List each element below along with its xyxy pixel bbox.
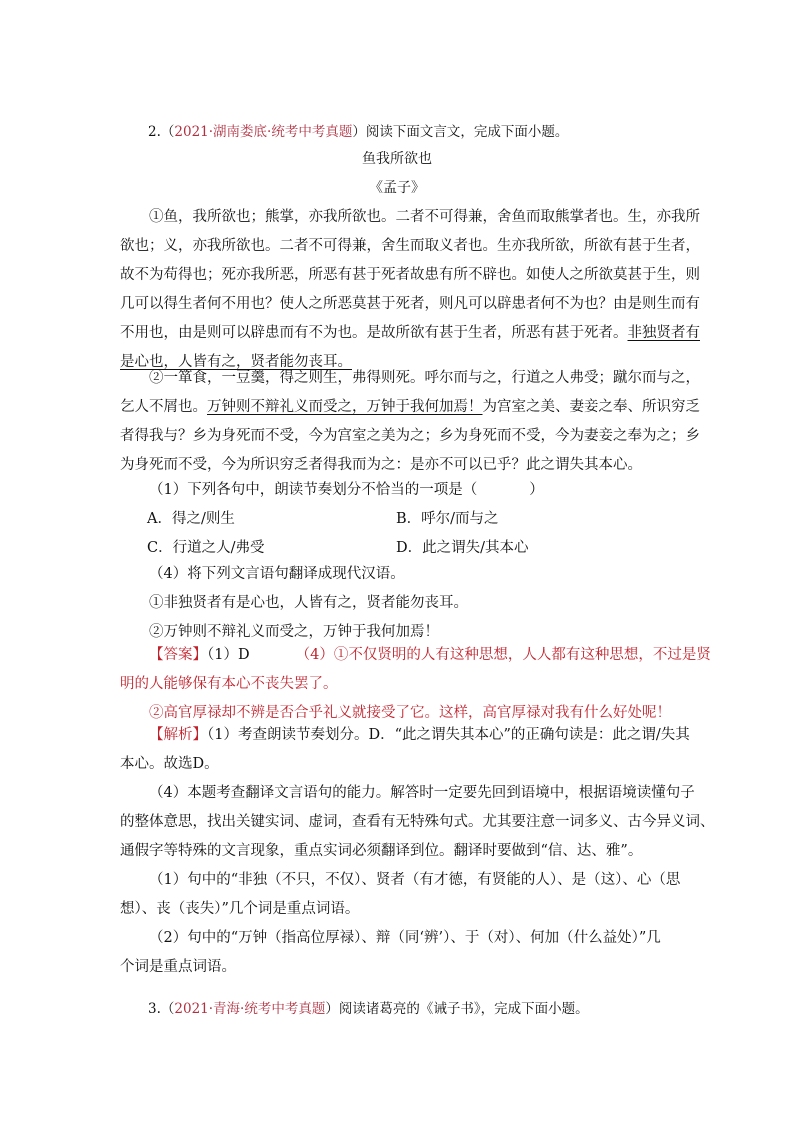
passage-author: 《孟子》 (369, 180, 425, 196)
question-instruction: ）阅读诸葛亮的《诫子书》，完成下面小题。 (325, 1001, 589, 1017)
sub-question-4 (120, 560, 680, 647)
answer-tag: 【答案】 (149, 647, 207, 663)
question-number: 2.（ (148, 124, 175, 140)
analysis-tag: 【解析】 (149, 727, 207, 743)
question-3-header (148, 1000, 589, 1018)
sub-question-stem (120, 476, 680, 505)
question-source: 2021·湖南娄底·统考中考真题 (174, 124, 353, 140)
option-c: C．行道之人/弗受 (147, 540, 265, 556)
analysis-line (120, 721, 690, 750)
underlined-text: 非独贤者有 (627, 325, 700, 341)
paragraph-line: 故不为苟得也；死亦我所恶，所恶有甚于死者故患有所不辟也。如使人之所欲莫甚于生，则 (120, 267, 700, 283)
question-2-header (148, 123, 568, 141)
passage-paragraph-2 (120, 364, 700, 480)
question-source: 2021·青海·统考中考真题 (174, 1001, 326, 1017)
question-instruction: ）阅读下面文言文，完成下面小题。 (352, 124, 569, 140)
answer-line: 明的人能够保有本心不丧失罢了。 (120, 676, 338, 692)
option-a: A．得之/则生 (147, 511, 235, 527)
text-run: 不用也，由是则可以辟患而有不为也。是故所欲有甚于生者，所恶有甚于死者。 (120, 325, 628, 341)
analysis-line: 通假字等特殊的文言现象，重点实词必须翻译到位。翻译时要做到“信、达、雅”。 (120, 843, 643, 859)
paragraph-line (120, 319, 700, 348)
analysis-line: （4）本题考查翻译文言语句的能力。解答时一定要先回到语境中，根据语境读懂句子 (149, 785, 695, 801)
paragraph-line: ①鱼，我所欲也；熊掌，亦我所欲也。二者不可得兼，舍鱼而取熊掌者也。生，亦我所 (149, 209, 700, 225)
text-run: （1）考查朗读节奏划分。D．“此之谓失其本心”的正确句读是：此之谓/失其 (207, 727, 690, 743)
stem-text: ） (529, 482, 544, 498)
analysis-line: 个词是重点词语。 (120, 959, 236, 975)
paragraph-line: ②一箪食，一豆羹，得之则生，弗得则死。呼尔而与之，行道之人弗受；蹴尔而与之， (149, 370, 700, 386)
analysis-section (120, 721, 715, 982)
text-run: 为宫室之美、妻妾之奉、所识穷乏 (482, 399, 700, 415)
paragraph-line: 欲也；义，亦我所欲也。二者不可得兼，舍生而取义者也。生亦我所欲，所欲有甚于生者， (120, 238, 700, 254)
options-row (120, 534, 680, 563)
paragraph-line: 为身死而不受，今为所识穷乏者得我而为之：是亦不可以已乎？此之谓失其本心。 (120, 457, 642, 473)
option-d: D．此之谓失/其本心 (396, 540, 529, 556)
analysis-line: 想）、丧（丧失）”几个词是重点词语。 (120, 901, 360, 917)
answer-section (120, 641, 711, 728)
text-run: 乞人不屑也。 (120, 399, 207, 415)
answer-line: ②高官厚禄却不辨是否合乎礼义就接受了它。这样，高官厚禄对我有什么好处呢！ (149, 705, 671, 721)
analysis-line: （2）句中的“万钟（指高位厚禄）、辩（同‘辨’）、于（对）、何加（什么益处）”几 (149, 930, 661, 946)
answer-4: （4）①不仅贤明的人有这种思想，人人都有这种思想，不过是贤 (295, 647, 711, 663)
answer-1: （1）D (207, 647, 250, 663)
question-number: 3.（ (148, 1001, 175, 1017)
underlined-text: 是心也，人皆有之，贤者能勿丧耳。 (120, 354, 352, 370)
passage-title: 鱼我所欲也 (362, 151, 432, 167)
option-b: B．呼尔/而与之 (396, 511, 499, 527)
analysis-line: 的整体意思，找出关键实词、虚词，查看有无特殊句式。尤其要注意一词多义、古今异义词、 (120, 814, 715, 830)
sub-question-stem: （4）将下列文言语句翻译成现代汉语。 (149, 566, 405, 582)
options-row (120, 505, 680, 534)
passage-paragraph-1 (120, 203, 700, 377)
answer-line (120, 641, 711, 670)
translation-item: ②万钟则不辩礼义而受之，万钟于我何加焉！ (149, 624, 439, 640)
paragraph-line (120, 393, 700, 422)
analysis-line: 本心。故选D。 (120, 756, 219, 772)
translation-item: ①非独贤者有是心也，人皆有之，贤者能勿丧耳。 (149, 595, 468, 611)
underlined-text: 万钟则不辩礼义而受之，万钟于我何加焉！ (207, 399, 483, 415)
analysis-line: （1）句中的“非独（不只，不仅）、贤者（有才德，有贤能的人）、是（这）、心（思 (149, 872, 681, 888)
paragraph-line: 几可以得生者何不用也？使人之所恶莫甚于死者，则凡可以辟患者何不为也？由是则生而有 (120, 296, 700, 312)
paragraph-line: 者得我与？乡为身死而不受，今为宫室之美为之；乡为身死而不受，今为妻妾之奉为之；乡 (120, 428, 700, 444)
stem-text: （1）下列各句中，朗读节奏划分不恰当的一项是（ (149, 482, 478, 498)
sub-question-1 (120, 476, 680, 563)
